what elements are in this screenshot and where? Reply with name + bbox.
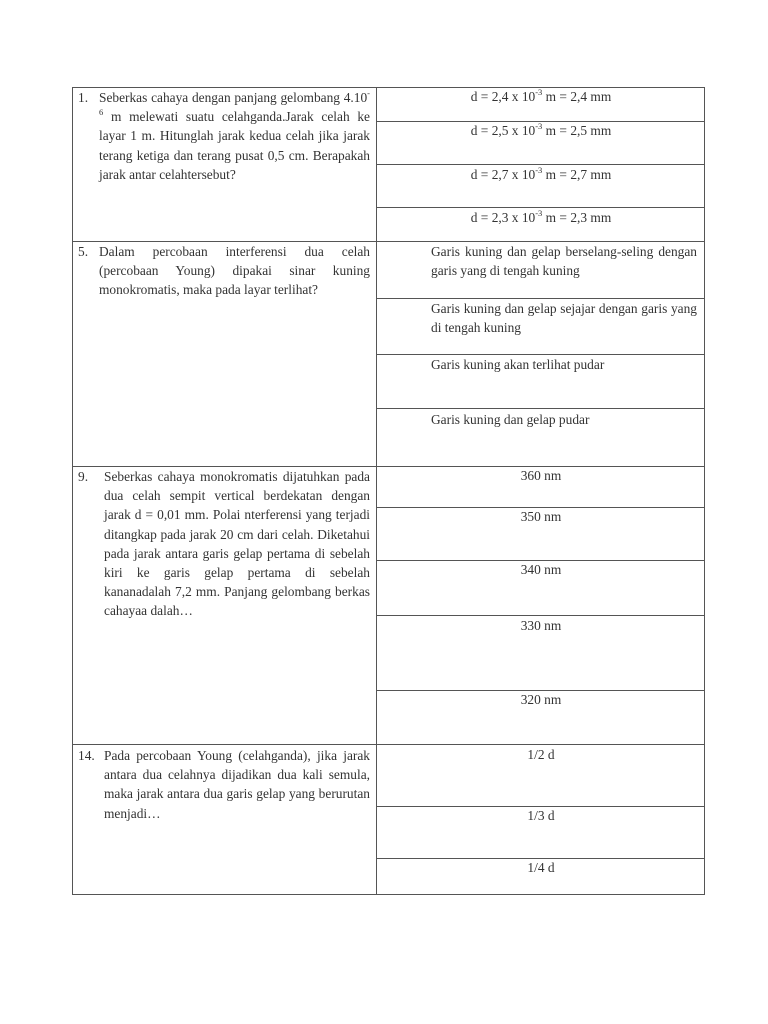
option-1b xyxy=(377,122,705,140)
option-9c: 340 nm xyxy=(520,562,562,577)
question-1 xyxy=(78,88,370,184)
option-14a: 1/2 d xyxy=(527,747,555,762)
option-text: d = 2,3 x 10 xyxy=(470,210,536,225)
exponent: -3 xyxy=(535,86,543,97)
question-text-part: m melewati suatu celahganda.Jarak celah ke layar 1 m. Hitunglah jarak kedua celah jika jarak terang ketiga dan terang pusat 0,5 cm. Berapakah jarak antar celahtersebut? xyxy=(99,109,370,182)
question-5 xyxy=(78,242,370,300)
question-text: Seberkas cahaya monokromatis dijatuhkan pada dua celah sempit vertical berdekatan dengan jarak d = 0,01 mm. Polai nterferensi yang terjadi ditangkap pada jarak 20 cm dari celah. Diketahui pada jarak antara garis gelap pertama di sebelah kiri ke garis gelap pertama di sebelah kananadalah 7,2 mm. Panjang gelombang berkas cahayaa dalah… xyxy=(104,469,370,619)
option-text: d = 2,7 x 10 xyxy=(470,167,536,182)
exponent: -6 xyxy=(99,87,370,117)
question-number: 14. xyxy=(78,748,95,763)
option-5c: Garis kuning akan terlihat pudar xyxy=(431,357,605,372)
option-9b: 350 nm xyxy=(520,509,562,524)
question-number: 9. xyxy=(78,469,89,484)
option-9d: 330 nm xyxy=(520,618,562,633)
exponent: -3 xyxy=(535,120,543,131)
question-text-part: Seberkas cahaya dengan panjang gelombang 4.10 xyxy=(99,90,368,105)
option-1a xyxy=(377,88,705,106)
exponent: -3 xyxy=(535,207,543,218)
question-text: Dalam percobaan interferensi dua celah (percobaan Young) dipakai sinar kuning monokromatis, maka pada layar terlihat? xyxy=(99,244,370,298)
question-14 xyxy=(78,746,370,823)
option-14c: 1/4 d xyxy=(527,860,555,875)
option-5b: Garis kuning dan gelap sejajar dengan garis yang di tengah kuning xyxy=(431,301,697,335)
option-1d xyxy=(377,209,705,227)
option-14b: 1/3 d xyxy=(527,808,555,823)
table-row-divider xyxy=(72,744,705,745)
option-9e: 320 nm xyxy=(520,692,562,707)
option-9a: 360 nm xyxy=(520,468,562,483)
option-text: m = 2,4 mm xyxy=(542,89,612,104)
table-divider xyxy=(376,408,705,409)
exponent: -3 xyxy=(535,164,543,175)
option-text: m = 2,3 mm xyxy=(542,210,612,225)
question-text: Pada percobaan Young (celahganda), jika jarak antara dua celahnya dijadikan dua kali semula, maka jarak antara dua garis gelap yang berurutan menjadi… xyxy=(104,748,370,821)
option-5a: Garis kuning dan gelap berselang-seling dengan garis yang di tengah kuning xyxy=(431,244,697,278)
option-1c xyxy=(377,166,705,184)
option-5d: Garis kuning dan gelap pudar xyxy=(431,412,590,427)
question-9 xyxy=(78,467,370,621)
question-number: 5. xyxy=(78,244,89,259)
option-text: d = 2,5 x 10 xyxy=(470,123,536,138)
question-number: 1. xyxy=(78,90,89,105)
option-text: m = 2,5 mm xyxy=(542,123,612,138)
table-divider xyxy=(376,615,705,616)
question-text xyxy=(99,88,370,184)
option-text: m = 2,7 mm xyxy=(542,167,612,182)
option-text: d = 2,4 x 10 xyxy=(470,89,536,104)
